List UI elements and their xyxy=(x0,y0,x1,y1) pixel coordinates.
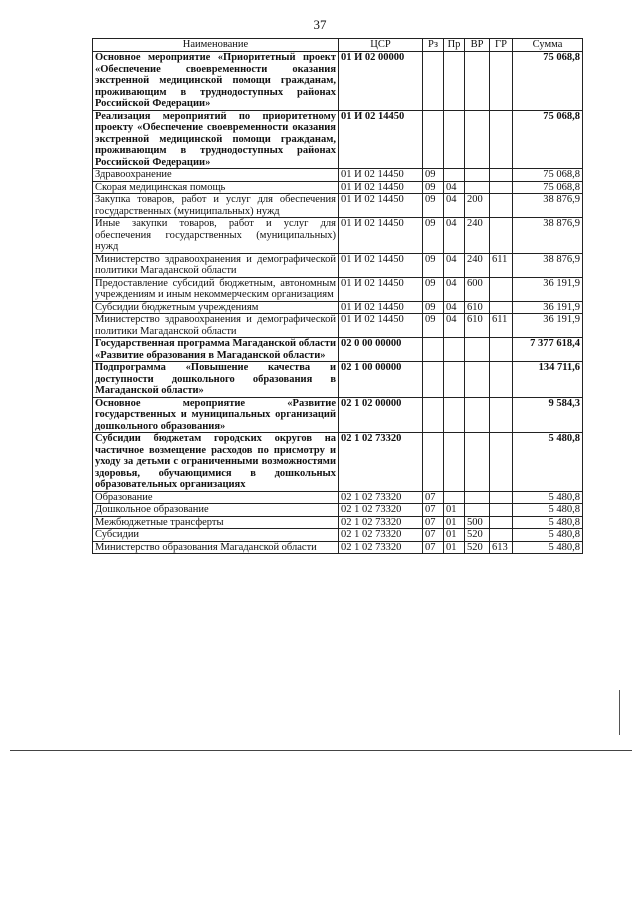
row-vr-cell: 610 xyxy=(465,314,490,338)
row-name-cell: Министерство здравоохранения и демографической политики Магаданской области xyxy=(93,314,339,338)
row-name-cell: Предоставление субсидий бюджетным, автономным учреждениям и иным некоммерческим организациям xyxy=(93,277,339,301)
row-gr-cell xyxy=(490,362,513,398)
table-row xyxy=(93,314,583,338)
row-sum-cell: 134 711,6 xyxy=(513,362,583,398)
row-rz-cell: 09 xyxy=(423,277,444,301)
row-gr-cell xyxy=(490,433,513,492)
row-pr-cell: 01 xyxy=(444,504,465,517)
row-vr-cell: 520 xyxy=(465,541,490,554)
header-vr: ВР xyxy=(465,39,490,52)
table-row xyxy=(93,277,583,301)
margin-mark xyxy=(619,690,620,735)
row-gr-cell xyxy=(490,301,513,314)
row-pr-cell xyxy=(444,110,465,169)
row-csr-cell: 02 1 02 73320 xyxy=(339,516,423,529)
row-sum-cell: 5 480,8 xyxy=(513,541,583,554)
row-name-cell: Министерство образования Магаданской области xyxy=(93,541,339,554)
table-row xyxy=(93,397,583,433)
row-vr-cell xyxy=(465,397,490,433)
row-csr-cell: 01 И 02 14450 xyxy=(339,314,423,338)
row-gr-cell xyxy=(490,194,513,218)
table-row xyxy=(93,301,583,314)
row-rz-cell: 07 xyxy=(423,529,444,542)
row-vr-cell: 600 xyxy=(465,277,490,301)
row-vr-cell xyxy=(465,169,490,182)
row-vr-cell xyxy=(465,491,490,504)
row-rz-cell xyxy=(423,397,444,433)
row-sum-cell: 7 377 618,4 xyxy=(513,338,583,362)
row-rz-cell: 09 xyxy=(423,314,444,338)
row-gr-cell xyxy=(490,529,513,542)
row-csr-cell: 01 И 02 14450 xyxy=(339,277,423,301)
row-sum-cell: 36 191,9 xyxy=(513,314,583,338)
row-pr-cell: 04 xyxy=(444,301,465,314)
row-vr-cell: 520 xyxy=(465,529,490,542)
table-row xyxy=(93,433,583,492)
row-csr-cell: 02 1 02 73320 xyxy=(339,541,423,554)
row-name-cell: Дошкольное образование xyxy=(93,504,339,517)
row-csr-cell: 01 И 02 14450 xyxy=(339,169,423,182)
row-vr-cell xyxy=(465,338,490,362)
row-pr-cell xyxy=(444,362,465,398)
table-row xyxy=(93,504,583,517)
row-name-cell: Субсидии xyxy=(93,529,339,542)
row-csr-cell: 01 И 02 14450 xyxy=(339,253,423,277)
row-rz-cell: 09 xyxy=(423,194,444,218)
row-pr-cell xyxy=(444,491,465,504)
row-rz-cell: 09 xyxy=(423,181,444,194)
row-name-cell: Министерство здравоохранения и демографической политики Магаданской области xyxy=(93,253,339,277)
row-csr-cell: 02 1 02 73320 xyxy=(339,529,423,542)
row-name-cell: Основное мероприятие «Развитие государственных и муниципальных организаций дошкольного образования» xyxy=(93,397,339,433)
row-pr-cell: 04 xyxy=(444,253,465,277)
row-gr-cell xyxy=(490,504,513,517)
row-rz-cell: 09 xyxy=(423,253,444,277)
row-gr-cell xyxy=(490,218,513,254)
row-csr-cell: 02 1 02 73320 xyxy=(339,433,423,492)
row-pr-cell xyxy=(444,52,465,111)
row-gr-cell xyxy=(490,516,513,529)
table-row xyxy=(93,181,583,194)
row-vr-cell xyxy=(465,181,490,194)
row-gr-cell xyxy=(490,181,513,194)
row-csr-cell: 02 1 02 73320 xyxy=(339,504,423,517)
row-vr-cell: 610 xyxy=(465,301,490,314)
table-row xyxy=(93,110,583,169)
row-sum-cell: 38 876,9 xyxy=(513,194,583,218)
row-rz-cell xyxy=(423,362,444,398)
row-rz-cell xyxy=(423,52,444,111)
row-rz-cell: 07 xyxy=(423,491,444,504)
row-rz-cell: 09 xyxy=(423,301,444,314)
row-sum-cell: 5 480,8 xyxy=(513,433,583,492)
row-sum-cell: 5 480,8 xyxy=(513,491,583,504)
row-pr-cell: 04 xyxy=(444,194,465,218)
table-row xyxy=(93,529,583,542)
row-rz-cell: 07 xyxy=(423,504,444,517)
row-sum-cell: 75 068,8 xyxy=(513,181,583,194)
row-pr-cell: 01 xyxy=(444,529,465,542)
row-vr-cell xyxy=(465,433,490,492)
row-pr-cell xyxy=(444,338,465,362)
row-sum-cell: 36 191,9 xyxy=(513,301,583,314)
row-csr-cell: 01 И 02 00000 xyxy=(339,52,423,111)
row-vr-cell xyxy=(465,52,490,111)
row-gr-cell xyxy=(490,397,513,433)
row-vr-cell xyxy=(465,362,490,398)
table-row xyxy=(93,516,583,529)
row-rz-cell: 09 xyxy=(423,218,444,254)
row-rz-cell: 09 xyxy=(423,169,444,182)
row-pr-cell xyxy=(444,397,465,433)
row-vr-cell xyxy=(465,504,490,517)
row-sum-cell: 36 191,9 xyxy=(513,277,583,301)
row-csr-cell: 02 0 00 00000 xyxy=(339,338,423,362)
table-row xyxy=(93,194,583,218)
row-sum-cell: 75 068,8 xyxy=(513,169,583,182)
row-csr-cell: 01 И 02 14450 xyxy=(339,218,423,254)
row-name-cell: Скорая медицинская помощь xyxy=(93,181,339,194)
row-sum-cell: 5 480,8 xyxy=(513,504,583,517)
row-pr-cell: 04 xyxy=(444,181,465,194)
row-csr-cell: 01 И 02 14450 xyxy=(339,110,423,169)
row-gr-cell xyxy=(490,110,513,169)
row-rz-cell xyxy=(423,110,444,169)
horizontal-rule xyxy=(10,750,632,751)
row-name-cell: Межбюджетные трансферты xyxy=(93,516,339,529)
row-gr-cell xyxy=(490,52,513,111)
row-gr-cell: 613 xyxy=(490,541,513,554)
table-row xyxy=(93,338,583,362)
row-name-cell: Основное мероприятие «Приоритетный проект «Обеспечение своевременности оказания экстренной медицинской помощи гражданам, проживающим в труднодоступных районах Российской Федерации» xyxy=(93,52,339,111)
row-name-cell: Субсидии бюджетам городских округов на частичное возмещение расходов по присмотру и уходу за детьми с ограниченными возможностями здоровья, обучающимися в дошкольных образовательных организациях xyxy=(93,433,339,492)
table-row xyxy=(93,52,583,111)
row-sum-cell: 5 480,8 xyxy=(513,529,583,542)
row-sum-cell: 75 068,8 xyxy=(513,52,583,111)
row-pr-cell: 01 xyxy=(444,541,465,554)
row-sum-cell: 38 876,9 xyxy=(513,253,583,277)
row-rz-cell xyxy=(423,433,444,492)
row-vr-cell: 500 xyxy=(465,516,490,529)
table-row xyxy=(93,253,583,277)
table-row xyxy=(93,169,583,182)
header-csr: ЦСР xyxy=(339,39,423,52)
row-name-cell: Государственная программа Магаданской области «Развитие образования в Магаданской области» xyxy=(93,338,339,362)
row-rz-cell: 07 xyxy=(423,541,444,554)
row-sum-cell: 38 876,9 xyxy=(513,218,583,254)
row-pr-cell xyxy=(444,169,465,182)
row-csr-cell: 02 1 02 73320 xyxy=(339,491,423,504)
row-gr-cell: 611 xyxy=(490,253,513,277)
row-name-cell: Иные закупки товаров, работ и услуг для обеспечения государственных (муниципальных) нужд xyxy=(93,218,339,254)
table-row xyxy=(93,541,583,554)
table-row xyxy=(93,218,583,254)
row-name-cell: Образование xyxy=(93,491,339,504)
row-vr-cell xyxy=(465,110,490,169)
row-name-cell: Реализация мероприятий по приоритетному проекту «Обеспечение своевременности оказания экстренной медицинской помощи гражданам, проживающим в труднодоступных районах Российской Федерации» xyxy=(93,110,339,169)
row-name-cell: Закупка товаров, работ и услуг для обеспечения государственных (муниципальных) нужд xyxy=(93,194,339,218)
table-body xyxy=(93,52,583,554)
row-name-cell: Подпрограмма «Повышение качества и доступности дошкольного образования в Магаданской области» xyxy=(93,362,339,398)
row-name-cell: Здравоохранение xyxy=(93,169,339,182)
row-pr-cell: 04 xyxy=(444,314,465,338)
row-gr-cell: 611 xyxy=(490,314,513,338)
header-pr: Пр xyxy=(444,39,465,52)
header-sum: Сумма xyxy=(513,39,583,52)
row-pr-cell: 04 xyxy=(444,277,465,301)
row-gr-cell xyxy=(490,491,513,504)
table-header-row xyxy=(93,39,583,52)
row-csr-cell: 02 1 02 00000 xyxy=(339,397,423,433)
header-name: Наименование xyxy=(93,39,339,52)
row-pr-cell: 04 xyxy=(444,218,465,254)
row-vr-cell: 240 xyxy=(465,253,490,277)
row-vr-cell: 240 xyxy=(465,218,490,254)
row-csr-cell: 02 1 00 00000 xyxy=(339,362,423,398)
header-gr: ГР xyxy=(490,39,513,52)
row-vr-cell: 200 xyxy=(465,194,490,218)
header-rz: Рз xyxy=(423,39,444,52)
row-csr-cell: 01 И 02 14450 xyxy=(339,181,423,194)
row-rz-cell: 07 xyxy=(423,516,444,529)
table-row xyxy=(93,491,583,504)
row-pr-cell: 01 xyxy=(444,516,465,529)
row-csr-cell: 01 И 02 14450 xyxy=(339,194,423,218)
row-sum-cell: 5 480,8 xyxy=(513,516,583,529)
row-sum-cell: 9 584,3 xyxy=(513,397,583,433)
page-number: 37 xyxy=(313,17,327,32)
row-gr-cell xyxy=(490,169,513,182)
row-csr-cell: 01 И 02 14450 xyxy=(339,301,423,314)
row-rz-cell xyxy=(423,338,444,362)
row-pr-cell xyxy=(444,433,465,492)
row-gr-cell xyxy=(490,338,513,362)
row-gr-cell xyxy=(490,277,513,301)
row-sum-cell: 75 068,8 xyxy=(513,110,583,169)
table-row xyxy=(93,362,583,398)
budget-table xyxy=(92,38,583,554)
row-name-cell: Субсидии бюджетным учреждениям xyxy=(93,301,339,314)
